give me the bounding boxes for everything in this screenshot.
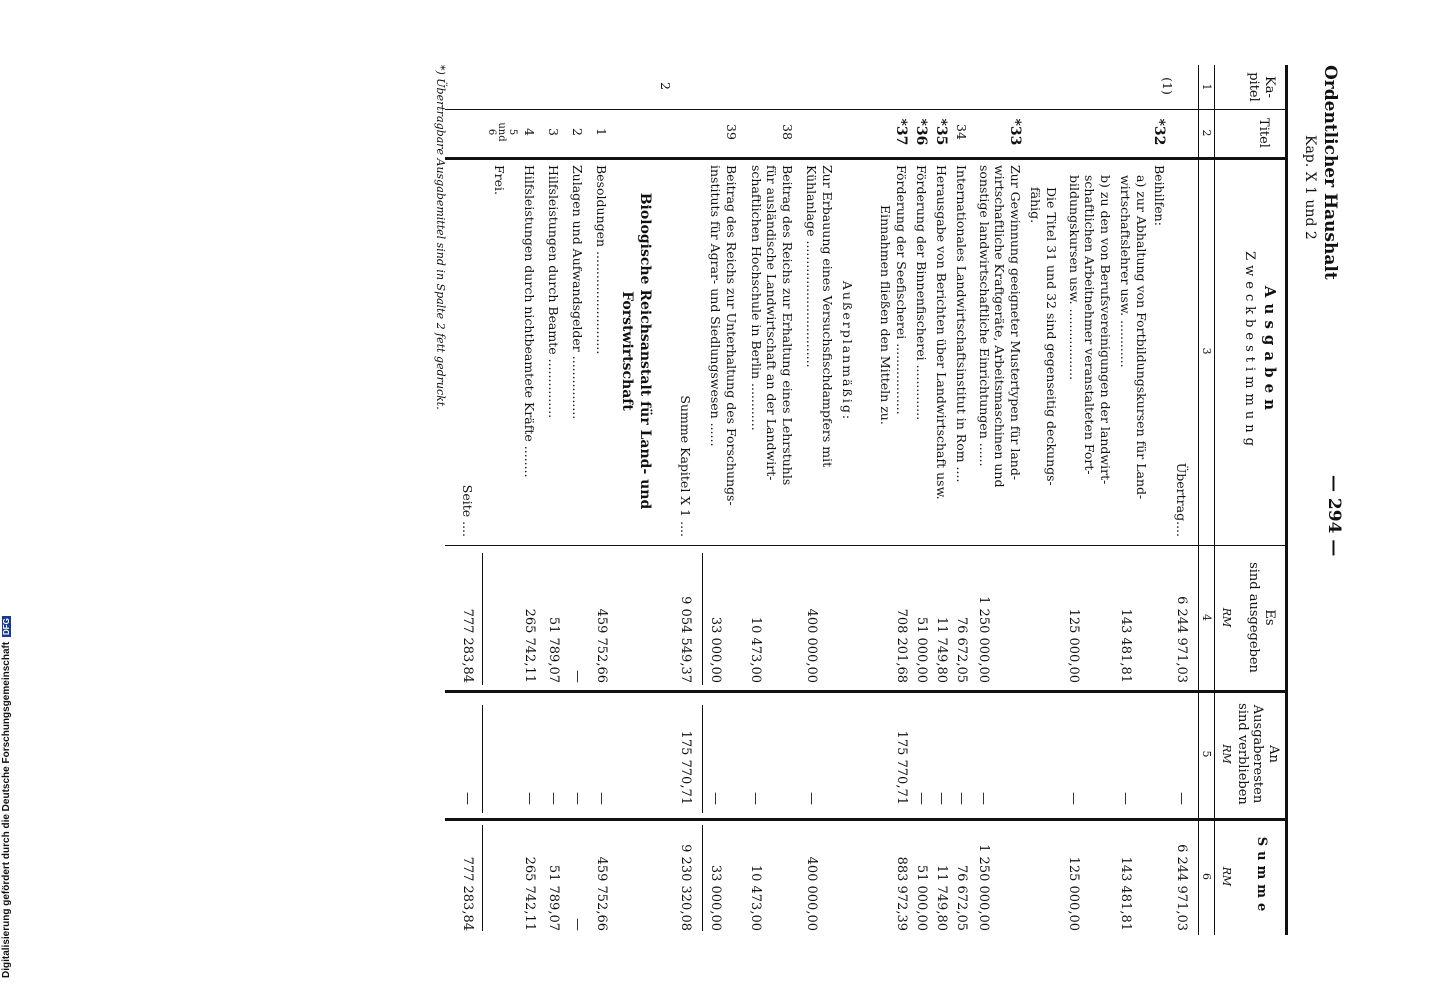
summe-col6: 9 230 320,08: [678, 844, 693, 931]
col-divider-3: [445, 545, 1285, 546]
titel-4: 4: [522, 128, 537, 136]
row-t3-text: Hilfsleistungen durch Beamte ...............: [546, 165, 561, 419]
row-t4-text: Hilfsleistungen durch nichtbeamtete Kräfte ........: [522, 165, 537, 478]
row-33-col6: 1 250 000,00: [976, 844, 991, 931]
row-t1-text: Besoldungen ..........................: [594, 165, 609, 355]
row-38-col4: 10 473,00: [748, 616, 763, 683]
document-title: Ordentlicher Haushalt: [1320, 65, 1340, 280]
row-35-col5: —: [934, 792, 949, 805]
titel-32: *32: [1151, 118, 1167, 146]
titel-39: 39: [724, 124, 739, 140]
row-38-text: Beitrag des Reichs zur Erhaltung eines Lehrstuhls für ausländische Landwirtschaft an der Landwirt- schaftlichen Hochschule in Berlin ............: [748, 165, 795, 486]
row-33-col4: 1 250 000,00: [976, 596, 991, 683]
page-rule-col5: [482, 705, 483, 813]
row-32b-col4: 125 000,00: [1066, 608, 1081, 683]
titel-36: *36: [913, 118, 929, 146]
row-32-text: Beihilfen:: [1152, 165, 1167, 226]
col-header-ausgegeben: Es sind ausgegeben: [1246, 562, 1277, 673]
row-34-text: Internationales Landwirtschaftsinstitut in Rom ....: [954, 165, 969, 483]
titel-37: *37: [893, 118, 909, 146]
titel-3: 3: [546, 128, 561, 136]
titel-5-6: 5 und 6: [486, 122, 518, 142]
row-t2-col4: —: [570, 670, 585, 683]
seite-label: Seite ....: [460, 484, 475, 537]
titel-33: *33: [1007, 118, 1023, 146]
uebertrag-label: Übertrag....: [1174, 462, 1189, 537]
col-header-summe: Summe: [1254, 836, 1269, 917]
row-36-text: Förderung der Binnenfischerei ..............: [914, 165, 929, 421]
col-divider-4: [445, 690, 1285, 693]
row-37-col4: 708 201,68: [894, 608, 909, 683]
summe-label: Summe Kapitel X 1 ....: [678, 395, 693, 537]
kapitel-2: 2: [658, 82, 673, 90]
row-37-note: Einnahmen fließen den Mitteln zu.: [878, 205, 893, 425]
col-header-ausgabereste: An Ausgaberesten sind verblieben: [1234, 703, 1281, 805]
row-32a-text: a) zur Abhaltung von Fortbildungskursen für Land- wirtschaftslehrer usw. ............: [1118, 175, 1149, 500]
row-39-col4: 33 000,00: [708, 616, 723, 683]
row-38-col6: 10 473,00: [748, 864, 763, 931]
uebertrag-col6: 6 244 971,03: [1174, 844, 1189, 931]
row-t3-col5: —: [546, 792, 561, 805]
row-32-note: Die Titel 31 und 32 sind gegenseitig deckungs- fähig.: [1028, 187, 1059, 486]
col-header-ausgaben: Ausgaben: [1261, 285, 1279, 417]
uebertrag-col4: 6 244 971,03: [1174, 596, 1189, 683]
col-num-2: 2: [1200, 129, 1213, 137]
col-header-titel: Titel: [1256, 118, 1271, 148]
row-37-col5: 175 770,71: [894, 730, 909, 805]
col-header-zweckbestimmung: Zweckbestimmung: [1242, 251, 1257, 451]
digitization-credit: [0, 0, 16, 1000]
unit-col5: RM: [1220, 744, 1233, 764]
row-t4-col4: 265 742,11: [522, 608, 537, 683]
summe-col5: 175 770,71: [678, 730, 693, 805]
row-t3-col6: 51 789,07: [546, 864, 561, 931]
page-number: — 294 —: [1324, 475, 1344, 557]
uebertrag-col5: —: [1174, 792, 1189, 805]
unit-col4: RM: [1220, 607, 1233, 628]
row-32b-col5: —: [1066, 792, 1081, 805]
budget-table: [445, 65, 1288, 935]
header-bottom-rule: [1198, 65, 1199, 935]
row-34-col4: 76 672,05: [954, 616, 969, 683]
row-t4-col5: —: [522, 792, 537, 805]
row-t4-col6: 265 742,11: [522, 856, 537, 931]
dfg-logo: DFG: [2, 618, 11, 636]
footnote: *) Übertragbare Ausgabemittel sind in Spalte 2 fett gedruckt.: [434, 65, 447, 410]
row-33-text: Zur Gewinnung geeigneter Mustertypen für land- wirtschaftliche Kraftgeräte, Arbeitsmaschinen und sonstige landwirtschaftliche Einrichtungen ......: [976, 165, 1023, 488]
row-33-col5: —: [976, 792, 991, 805]
titel-34: 34: [954, 124, 969, 140]
col-divider-1: [445, 109, 1285, 110]
row-39-text: Beitrag des Reichs zur Unterhaltung des Forschungs- instituts für Agrar- und Siedlungswesen ......: [708, 165, 739, 506]
row-t2-col5: —: [570, 792, 585, 805]
sum-rule-col4: [702, 553, 703, 685]
row-t2-text: Zulagen und Aufwandsgelder ................: [570, 165, 585, 420]
titel-38: 38: [780, 124, 795, 140]
kapitel-2-title: Biologische Reichsanstalt für Land- und Forstwirtschaft: [619, 192, 653, 510]
row-32b-text: b) zu den von Berufsvereinigungen der landwirt- schaftlichen Arbeitnehmer veranstalteten Fort- bildungskursen usw. ..................: [1066, 175, 1113, 485]
col-num-6: 6: [1200, 873, 1213, 880]
row-ap-text: Zur Erbauung eines Versuchsfischdampfers mit Kühlanlage ................................: [804, 165, 835, 468]
page-rule-col6: [482, 825, 483, 931]
row-37-col6: 883 972,39: [894, 856, 909, 931]
col-header-kapitel: Ka- pitel: [1246, 72, 1277, 102]
seite-col6: 777 283,84: [460, 856, 475, 931]
col-num-3: 3: [1200, 347, 1213, 355]
row-t1-col5: —: [594, 792, 609, 805]
digitization-credit-text: Digitalisierung gefördert durch die Deutsche Forschungsgemeinschaft: [1, 641, 12, 978]
row-ap-col4: 400 000,00: [804, 608, 819, 683]
row-32b-col6: 125 000,00: [1066, 856, 1081, 931]
row-32a-col4: 143 481,81: [1118, 608, 1133, 683]
sum-rule-col5: [702, 705, 703, 813]
row-34-col6: 76 672,05: [954, 864, 969, 931]
col-divider-2: [445, 157, 1285, 160]
document-subtitle: Kap. X 1 und 2: [1302, 135, 1318, 240]
page-rule-col4: [482, 553, 483, 685]
row-t3-col4: 51 789,07: [546, 616, 561, 683]
row-36-col4: 51 000,00: [914, 616, 929, 683]
titel-35: *35: [933, 118, 949, 146]
row-35-col6: 11 749,80: [934, 864, 949, 931]
page-header: [1302, 65, 1340, 280]
titel-1: 1: [594, 128, 609, 136]
row-34-col5: —: [954, 792, 969, 805]
unit-col6: RM: [1220, 866, 1233, 887]
row-38-col5: —: [748, 792, 763, 805]
titel-2: 2: [570, 128, 585, 136]
col-num-5: 5: [1200, 750, 1213, 758]
sum-rule-col6: [702, 825, 703, 931]
col-num-1: 1: [1200, 83, 1213, 91]
row-t2-col6: —: [570, 918, 585, 931]
row-t1-col4: 459 752,66: [594, 608, 609, 683]
row-36-col5: —: [914, 792, 929, 805]
row-35-text: Herausgabe von Berichten über Landwirtschaft usw.: [934, 165, 949, 500]
row-ap-col6: 400 000,00: [804, 856, 819, 931]
row-36-col6: 51 000,00: [914, 864, 929, 931]
row-37-text: Förderung der Seefischerei ..................: [894, 165, 909, 415]
kapitel-1: (1): [1160, 77, 1175, 95]
seite-col5: —: [460, 792, 475, 805]
row-32a-col6: 143 481,81: [1118, 856, 1133, 931]
row-32a-col5: —: [1118, 792, 1133, 805]
summe-col4: 9 054 549,37: [678, 596, 693, 683]
row-35-col4: 11 749,80: [934, 616, 949, 683]
col-num-4: 4: [1200, 614, 1213, 621]
row-39-col5: —: [708, 792, 723, 805]
row-ap-col5: —: [804, 792, 819, 805]
header-rule: [1214, 65, 1215, 935]
ausserplanmaessig-heading: Außerplanmäßig:: [840, 280, 855, 422]
row-t1-col6: 459 752,66: [594, 856, 609, 931]
row-t5-text: Frei.: [492, 165, 507, 196]
seite-col4: 777 283,84: [460, 608, 475, 683]
row-39-col6: 33 000,00: [708, 864, 723, 931]
rotated-document-sheet: [72, 35, 1362, 965]
